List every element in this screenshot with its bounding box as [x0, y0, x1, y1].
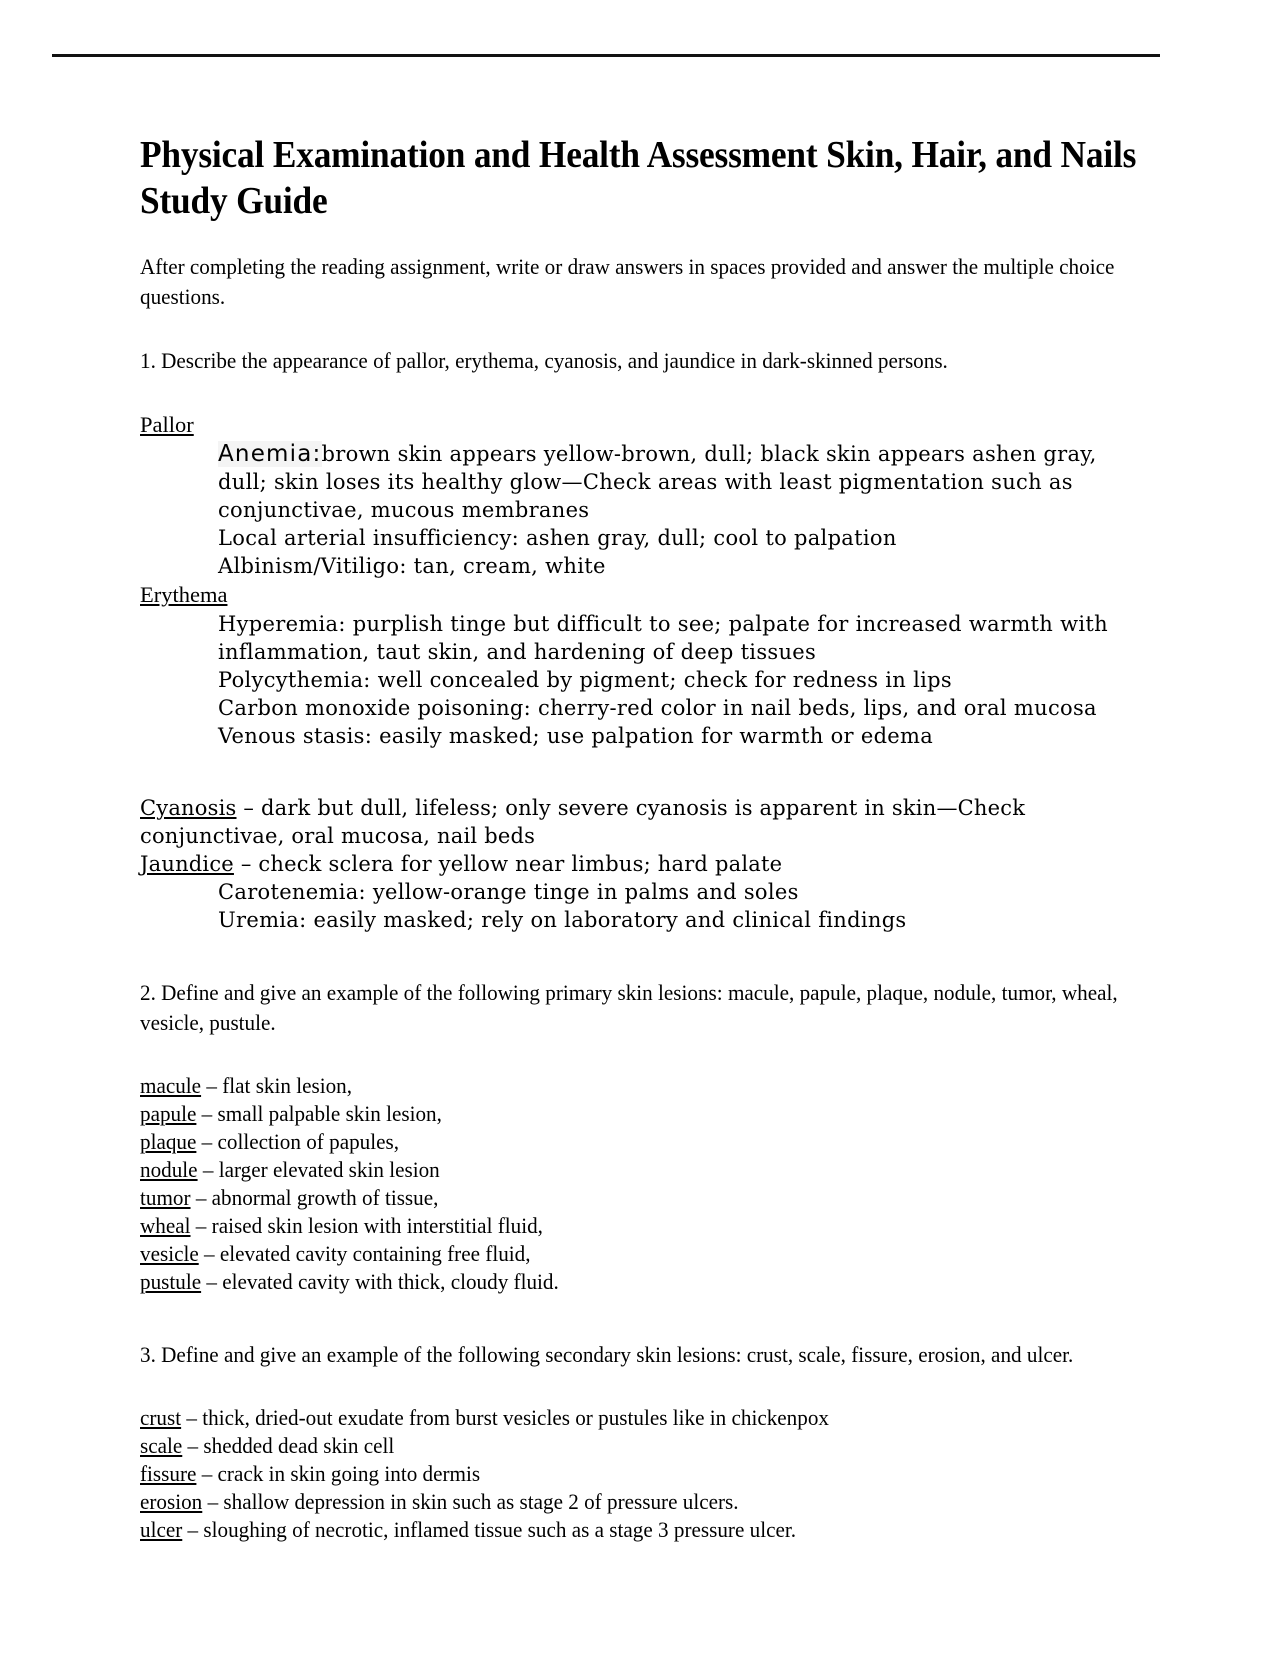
- definition-term: plaque: [140, 1129, 197, 1154]
- list-item: [140, 1268, 1146, 1296]
- jaundice-carotenemia-entry: Carotenemia: yellow-orange tinge in palms and soles: [218, 880, 799, 904]
- cyanosis-term: Cyanosis: [140, 796, 237, 820]
- pallor-heading: [140, 410, 1150, 440]
- list-item: [140, 1460, 1146, 1488]
- erythema-heading-label: Erythema: [140, 582, 228, 607]
- anemia-label: Anemia:: [218, 441, 322, 467]
- list-item: [140, 1212, 1146, 1240]
- question-2-prompt: 2. Define and give an example of the following primary skin lesions: macule, papule, plaque, nodule, tumor, wheal, vesicle, pustule.: [140, 980, 1118, 1035]
- pallor-anemia-entry: [218, 440, 1150, 524]
- jaundice-description: – check sclera for yellow near limbus; hard palate: [233, 852, 783, 876]
- list-item: [140, 1404, 1146, 1432]
- definition-text: – shallow depression in skin such as stage 2 of pressure ulcers.: [202, 1489, 739, 1514]
- pallor-albinism-entry: Albinism/Vitiligo: tan, cream, white: [218, 554, 606, 578]
- cyanosis-entry: [140, 794, 1150, 850]
- definition-term: wheal: [140, 1213, 191, 1238]
- document-body: [140, 132, 1150, 1544]
- primary-lesion-definition-list: [140, 1072, 1146, 1296]
- secondary-lesion-definition-list: [140, 1404, 1146, 1544]
- page-title: Physical Examination and Health Assessment Skin, Hair, and Nails Study Guide: [140, 134, 1137, 222]
- definition-text: – larger elevated skin lesion: [197, 1157, 440, 1182]
- definition-text: – flat skin lesion,: [201, 1073, 353, 1098]
- list-item: [140, 1516, 1146, 1544]
- definition-text: – abnormal growth of tissue,: [190, 1185, 439, 1210]
- erythema-hyperemia-entry: Hyperemia: purplish tinge but difficult to see; palpate for increased warmth with inflammation, taut skin, and hardening of deep tissues: [218, 612, 1108, 664]
- definition-text: – raised skin lesion with interstitial fluid,: [190, 1213, 543, 1238]
- intro-paragraph: After completing the reading assignment, write or draw answers in spaces provided and answer the multiple choice questions.: [140, 254, 1115, 309]
- list-item: [140, 1100, 1146, 1128]
- definition-term: fissure: [140, 1461, 197, 1486]
- list-item: [140, 1240, 1146, 1268]
- list-item: [140, 1128, 1146, 1156]
- definition-text: – shedded dead skin cell: [182, 1433, 395, 1458]
- definition-term: scale: [140, 1433, 183, 1458]
- definition-text: – small palpable skin lesion,: [196, 1101, 442, 1126]
- definition-term: vesicle: [140, 1241, 199, 1266]
- list-item: [140, 1156, 1146, 1184]
- definition-term: tumor: [140, 1185, 191, 1210]
- list-item: [140, 1072, 1146, 1100]
- header-divider-rule: [52, 54, 1160, 57]
- definition-text: – thick, dried-out exudate from burst vesicles or pustules like in chickenpox: [181, 1405, 829, 1430]
- spacer: [140, 750, 1150, 794]
- definition-term: ulcer: [140, 1517, 183, 1542]
- definition-term: crust: [140, 1405, 182, 1430]
- jaundice-uremia-entry: Uremia: easily masked; rely on laboratory and clinical findings: [218, 908, 907, 932]
- definition-text: – collection of papules,: [196, 1129, 400, 1154]
- definition-term: nodule: [140, 1157, 198, 1182]
- definition-text: – crack in skin going into dermis: [196, 1461, 481, 1486]
- definition-term: papule: [140, 1101, 197, 1126]
- erythema-carbon-monoxide-entry: Carbon monoxide poisoning: cherry-red color in nail beds, lips, and oral mucosa Venous stasis: easily masked; use palpation for warmth or edema: [218, 696, 1097, 748]
- erythema-polycythemia-entry: Polycythemia: well concealed by pigment; check for redness in lips: [218, 668, 952, 692]
- pallor-heading-label: Pallor: [140, 412, 194, 437]
- erythema-heading: [140, 580, 1150, 610]
- definition-term: pustule: [140, 1269, 202, 1294]
- list-item: [140, 1432, 1146, 1460]
- jaundice-entry: [140, 850, 1150, 878]
- question-3-prompt: 3. Define and give an example of the following secondary skin lesions: crust, scale, fissure, erosion, and ulcer.: [140, 1342, 1074, 1367]
- pallor-local-arterial-entry: Local arterial insufficiency: ashen gray, dull; cool to palpation: [218, 526, 897, 550]
- definition-text: – elevated cavity with thick, cloudy fluid.: [201, 1269, 559, 1294]
- jaundice-term: Jaundice: [140, 852, 234, 876]
- anemia-description: brown skin appears yellow-brown, dull; black skin appears ashen gray, dull; skin loses its healthy glow—Check areas with least pigmentation such as conjunctivae, mucous membranes: [218, 442, 1097, 522]
- list-item: [140, 1488, 1146, 1516]
- cyanosis-description: – dark but dull, lifeless; only severe cyanosis is apparent in skin—Check conjunctivae, oral mucosa, nail beds: [140, 796, 1026, 848]
- definition-term: macule: [140, 1073, 202, 1098]
- definition-term: erosion: [140, 1489, 203, 1514]
- definition-text: – elevated cavity containing free fluid,: [198, 1241, 531, 1266]
- question-1-prompt: 1. Describe the appearance of pallor, erythema, cyanosis, and jaundice in dark-skinned persons.: [140, 348, 948, 373]
- spacer: [140, 934, 1150, 978]
- spacer: [140, 1296, 1150, 1340]
- list-item: [140, 1184, 1146, 1212]
- definition-text: – sloughing of necrotic, inflamed tissue such as a stage 3 pressure ulcer.: [182, 1517, 797, 1542]
